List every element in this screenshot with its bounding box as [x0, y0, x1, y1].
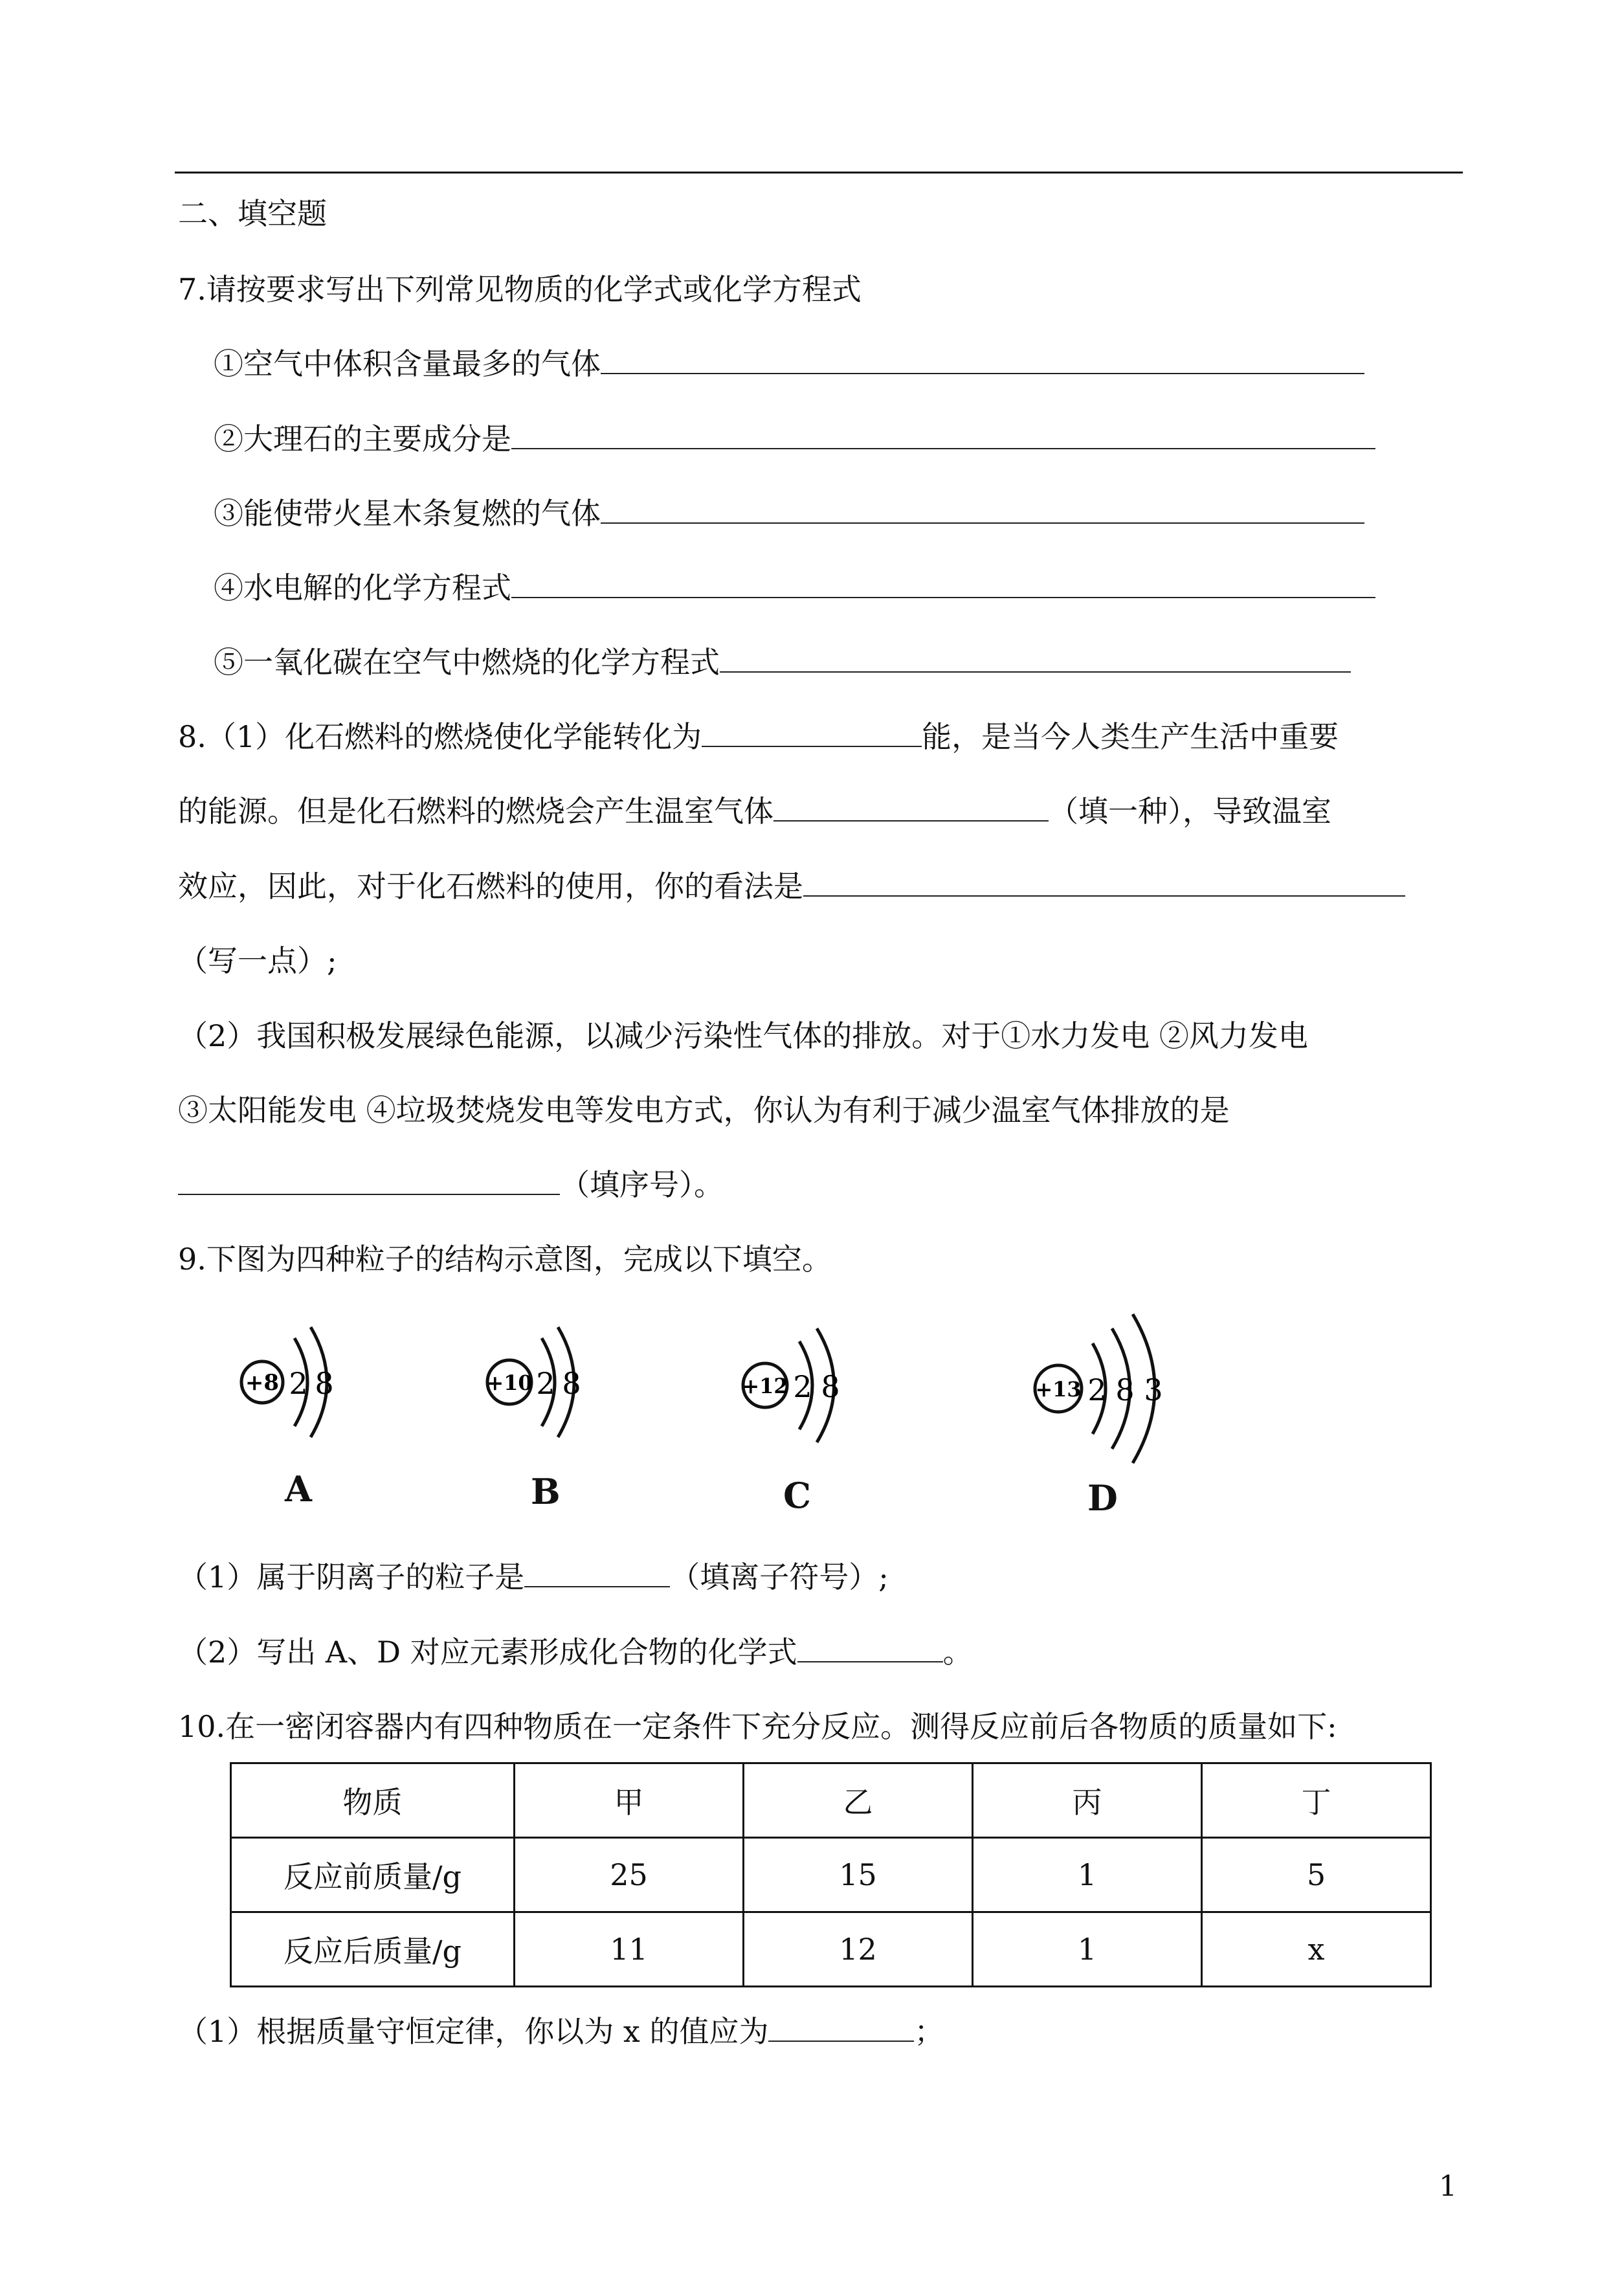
atom-diagram-b	[482, 1317, 599, 1453]
table-cell: 反应后质量/g	[231, 1912, 515, 1987]
q8-line-3: 效应，因此，对于化石燃料的使用，你的看法是	[178, 867, 1405, 906]
table-cell: 反应前质量/g	[231, 1838, 515, 1912]
shell-electrons-2: 8	[821, 1369, 840, 1404]
q8-blank-gas[interactable]	[773, 792, 1049, 822]
q8-line-5: （2）我国积极发展绿色能源，以减少污染性气体的排放。对于①水力发电 ②风力发电	[178, 1018, 1308, 1053]
header-rule	[175, 172, 1463, 173]
table-row	[231, 1912, 1431, 1987]
q10-part-1: （1）根据质量守恒定律，你以为 x 的值应为 ；	[178, 2012, 944, 2051]
section-title: 二、填空题	[178, 196, 327, 231]
q8-line-2: 的能源。但是化石燃料的燃烧会产生温室气体 （填一种），导致温室	[178, 792, 1331, 831]
shell-electrons-2: 8	[315, 1366, 334, 1401]
atom-label-d: D	[1087, 1477, 1118, 1519]
q8-blank-opinion[interactable]	[803, 867, 1405, 897]
atom-label-b: B	[531, 1471, 561, 1512]
table-row	[231, 1838, 1431, 1912]
q7-answer-blank-5[interactable]	[720, 643, 1351, 673]
table-cell: 25	[515, 1838, 744, 1912]
table-header-cell: 丙	[973, 1763, 1202, 1838]
atom-diagram-a	[236, 1317, 353, 1453]
table-cell: 15	[744, 1838, 973, 1912]
q8-blank-energy[interactable]	[702, 717, 922, 747]
q7-item-4: ④水电解的化学方程式	[214, 568, 1375, 607]
atom-label-c: C	[783, 1475, 811, 1516]
table-row	[231, 1763, 1431, 1838]
nucleus-charge: +13	[1035, 1377, 1082, 1402]
q7-answer-blank-2[interactable]	[511, 419, 1375, 449]
table-header-cell: 乙	[744, 1763, 973, 1838]
q7-item-5: ⑤一氧化碳在空气中燃烧的化学方程式	[214, 643, 1351, 682]
q8-line-1: 8.（1）化石燃料的燃烧使化学能转化为 能，是当今人类生产生活中重要	[178, 717, 1339, 756]
q10-blank-x[interactable]	[768, 2012, 914, 2042]
shell-electrons-1: 2	[793, 1369, 812, 1404]
q8-line-4: （写一点）;	[178, 943, 337, 978]
table-cell: 5	[1202, 1838, 1431, 1912]
table-header-cell: 物质	[231, 1763, 515, 1838]
shell-electrons-3: 3	[1144, 1372, 1163, 1407]
q7-answer-blank-3[interactable]	[601, 494, 1364, 524]
shell-electrons-2: 8	[562, 1366, 581, 1401]
table-header-cell: 甲	[515, 1763, 744, 1838]
shell-electrons-2: 8	[1115, 1372, 1135, 1407]
q8-blank-order[interactable]	[178, 1165, 560, 1195]
nucleus-charge: +10	[486, 1370, 533, 1395]
table-cell: 11	[515, 1912, 744, 1987]
q7-item-2: ②大理石的主要成分是	[214, 419, 1375, 458]
q8-line-6: ③太阳能发电 ④垃圾焚烧发电等发电方式，你认为有利于减少温室气体排放的是	[178, 1093, 1230, 1128]
table-cell: x	[1202, 1912, 1431, 1987]
nucleus-charge: +8	[245, 1370, 280, 1396]
page-number: 1	[1439, 2170, 1457, 2203]
table-cell: 1	[973, 1838, 1202, 1912]
q9-part-1: （1）属于阴离子的粒子是 （填离子符号）;	[178, 1558, 889, 1596]
q7-item-3: ③能使带火星木条复燃的气体	[214, 494, 1364, 533]
mass-table	[230, 1762, 1432, 1987]
q9-part-2: （2）写出 A、D 对应元素形成化合物的化学式 。	[178, 1633, 973, 1672]
q7-answer-blank-4[interactable]	[511, 568, 1375, 598]
q9-stem: 9.下图为四种粒子的结构示意图，完成以下填空。	[178, 1242, 832, 1277]
nucleus-charge: +12	[742, 1374, 788, 1398]
q8-line-7: （填序号）。	[178, 1165, 724, 1204]
q7-answer-blank-1[interactable]	[601, 344, 1364, 374]
q7-stem: 7.请按要求写出下列常见物质的化学式或化学方程式	[178, 272, 862, 307]
q9-blank-anion[interactable]	[524, 1558, 670, 1587]
table-header-cell: 丁	[1202, 1763, 1431, 1838]
q10-stem: 10.在一密闭容器内有四种物质在一定条件下充分反应。测得反应前后各物质的质量如下:	[178, 1709, 1337, 1744]
atom-diagram-c	[738, 1321, 861, 1457]
table-cell: 1	[973, 1912, 1202, 1987]
shell-electrons-1: 2	[289, 1366, 308, 1401]
table-cell: 12	[744, 1912, 973, 1987]
q7-item-1: ①空气中体积含量最多的气体	[214, 344, 1364, 383]
atom-diagram-d	[1029, 1308, 1191, 1470]
shell-electrons-1: 2	[1087, 1372, 1107, 1407]
atom-label-a: A	[285, 1468, 312, 1510]
q9-blank-formula[interactable]	[797, 1633, 943, 1662]
shell-electrons-1: 2	[536, 1366, 555, 1401]
